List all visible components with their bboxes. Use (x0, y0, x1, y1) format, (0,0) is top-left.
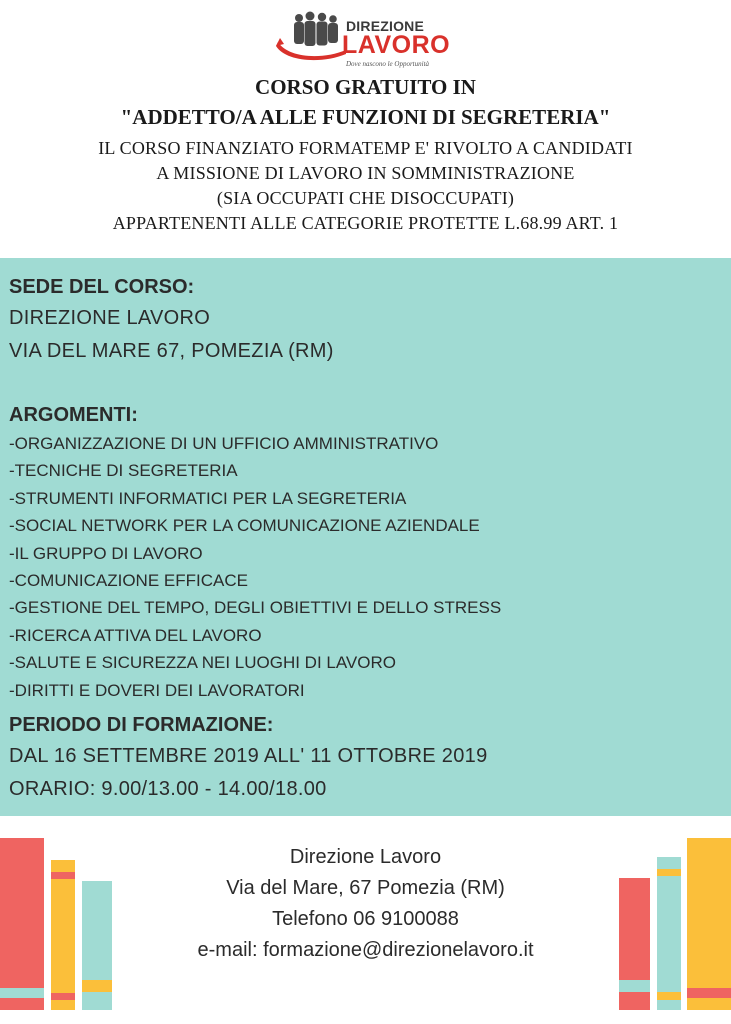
argomenti-list (9, 430, 724, 704)
sede-address: VIA DEL MARE 67, POMEZIA (RM) (9, 340, 334, 362)
title-line-1: CORSO GRATUITO IN (255, 75, 476, 99)
periodo-dates: DAL 16 SETTEMBRE 2019 ALL' 11 OTTOBRE 2019 (9, 745, 488, 768)
subtitle-line: (SIA OCCUPATI CHE DISOCCUPATI) (216, 188, 515, 208)
course-info-panel (0, 258, 731, 816)
sede-heading: SEDE DEL CORSO: (9, 276, 195, 298)
list-item: -GESTIONE DEL TEMPO, DEGLI OBIETTIVI E DELLO STRESS (9, 598, 502, 618)
list-item: -DIRITTI E DOVERI DEI LAVORATORI (9, 680, 305, 700)
periodo-hours: ORARIO: 9.00/13.00 - 14.00/18.00 (9, 778, 327, 801)
periodo-heading: PERIODO DI FORMAZIONE: (9, 714, 274, 737)
argomenti-heading: ARGOMENTI: (9, 404, 138, 426)
list-item: -SALUTE E SICUREZZA NEI LUOGHI DI LAVORO (9, 653, 396, 673)
course-header (0, 72, 731, 236)
title-line-2: "ADDETTO/A ALLE FUNZIONI DI SEGRETERIA" (120, 105, 611, 129)
list-item: -RICERCA ATTIVA DEL LAVORO (9, 625, 262, 645)
direzione-lavoro-logo (276, 10, 456, 68)
sede-name: DIREZIONE LAVORO (9, 307, 211, 329)
list-item: -SOCIAL NETWORK PER LA COMUNICAZIONE AZIENDALE (9, 516, 480, 536)
subtitle-line: IL CORSO FINANZIATO FORMATEMP E' RIVOLTO A CANDIDATI (98, 138, 633, 158)
list-item: -TECNICHE DI SEGRETERIA (9, 461, 238, 481)
logo-tagline: Dove nascono le Opportunità (346, 60, 430, 68)
list-item: -ORGANIZZAZIONE DI UN UFFICIO AMMINISTRATIVO (9, 434, 439, 453)
list-item: -STRUMENTI INFORMATICI PER LA SEGRETERIA (9, 488, 407, 508)
subtitle-line: APPARTENENTI ALLE CATEGORIE PROTETTE L.68.99 ART. 1 (112, 213, 619, 233)
contact-phone: Telefono 06 9100088 (272, 908, 459, 930)
subtitle-line: A MISSIONE DI LAVORO IN SOMMINISTRAZIONE (156, 163, 575, 183)
contact-address: Via del Mare, 67 Pomezia (RM) (226, 877, 505, 899)
contact-block (0, 842, 731, 966)
people-swoosh-icon (276, 10, 348, 62)
contact-name: Direzione Lavoro (289, 846, 442, 868)
contact-email: e-mail: formazione@direzionelavoro.it (197, 939, 534, 961)
logo-brand-top: DIREZIONE (346, 18, 425, 34)
logo-brand-main: LAVORO (342, 31, 451, 59)
list-item: -COMUNICAZIONE EFFICACE (9, 571, 248, 591)
list-item: -IL GRUPPO DI LAVORO (9, 543, 203, 563)
